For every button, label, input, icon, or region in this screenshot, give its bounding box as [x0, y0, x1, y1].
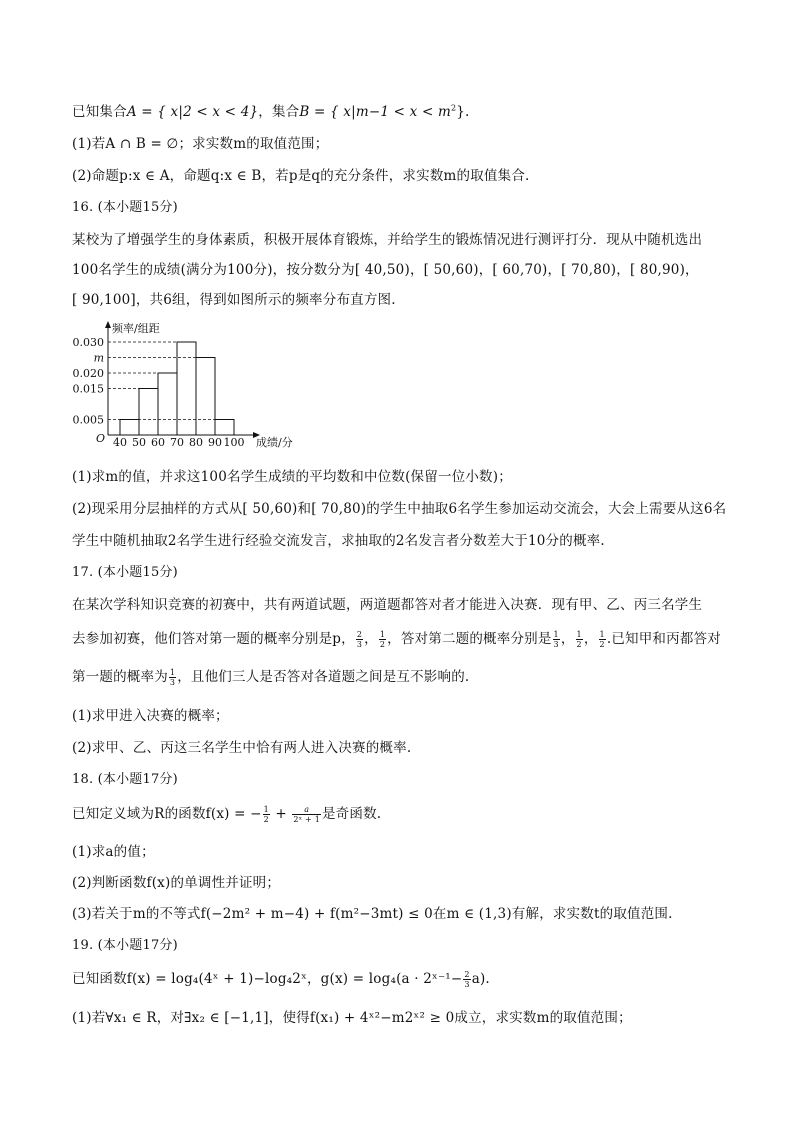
- q16-part2-line2: 学生中随机抽取2名学生进行经验交流发言，求抽取的2名发言者分数差大于10分的概率.: [72, 533, 605, 549]
- x-tick-label: 50: [132, 436, 146, 449]
- histogram-bar: [215, 420, 234, 436]
- q16-text-line1: 某校为了增强学生的身体素质，积极开展体育锻炼，并给学生的锻炼情况进行测评打分．现从中随机选出: [72, 232, 703, 248]
- y-tick-label: 0.020: [72, 367, 104, 380]
- y-axis-arrow: [105, 321, 111, 328]
- y-tick-label: 0.015: [72, 382, 104, 396]
- x-axis-title: 成绩/分: [256, 436, 293, 449]
- q15-statement: 已知集合A = { x|2 < x < 4}，集合B = { $x|m-1 < x < m^2$}.: [72, 103, 470, 120]
- fraction-a-over-2x-plus-1: $\frac{a}{\text{2ˣ + 1}}$: [293, 805, 320, 824]
- fraction-1-3: $\frac{1}{3}$: [169, 668, 176, 687]
- y-tick-label: m: [93, 351, 104, 365]
- fraction-1-2: $\frac{1}{2}$: [576, 630, 582, 649]
- q18-part2: (2)判断函数f(x)的单调性并证明；: [72, 875, 281, 891]
- x-tick-label: 40: [113, 436, 127, 449]
- histogram-bar: [120, 420, 139, 436]
- histogram-bar: [196, 358, 215, 436]
- q17-part1: (1)求甲进入决赛的概率；: [72, 708, 229, 724]
- q19-statement: 已知函数f(x) = log₄(4ˣ + 1)−log₄2ˣ，g(x) = log₄(a · 2ˣ⁻¹− $\frac{2}{3}$ a).: [72, 970, 490, 989]
- q18-part1: (1)求a的值；: [72, 844, 155, 860]
- q16-heading: 16. (本小题15分): [72, 200, 178, 215]
- histogram-bar: [139, 389, 158, 436]
- q19-part1: (1)若∀x₁ ∈ R，对∃x₂ ∈ [−1,1]，使得f(x₁) + 4ˣ²−m2ˣ² ≥ 0成立，求实数m的取值范围；: [72, 1010, 632, 1026]
- q16-text-line3: [ 90,100]，共6组，得到如图所示的频率分布直方图.: [72, 292, 396, 308]
- q19-heading: 19. (本小题17分): [72, 938, 178, 953]
- x-tick-label: 60: [151, 436, 165, 449]
- q16-text-line2: 100名学生的成绩(满分为100分)，按分数分为[ 40,50)，[ 50,60)，[ 60,70)，[ 70,80)，[ 80,90)，: [72, 262, 699, 278]
- q17-text-line1: 在某次学科知识竞赛的初赛中，共有两道试题，两道题都答对者才能进入决赛．现有甲、乙、丙三名学生: [72, 597, 703, 613]
- q18-part3: (3)若关于m的不等式f(−2m² + m−4) + f(m²−3mt) ≤ 0在m ∈ (1,3)有解，求实数t的取值范围.: [72, 906, 673, 922]
- origin-label: O: [96, 432, 106, 445]
- x-tick-label: 70: [170, 436, 184, 449]
- q15-part2: (2)命题p:x ∈ A，命题q:x ∈ B，若p是q的充分条件，求实数m的取值集合.: [72, 168, 530, 184]
- y-axis-title: 频率/组距: [112, 322, 160, 335]
- q17-part2: (2)求甲、乙、丙这三名学生中恰有两人进入决赛的概率.: [72, 740, 412, 756]
- q18-heading: 18. (本小题17分): [72, 772, 178, 787]
- fraction-1-3: $\frac{1}{3}$: [553, 630, 559, 649]
- x-tick-label: 100: [223, 436, 245, 449]
- q17-text-line3: 第一题的概率为 $\frac{1}{3}$ ，且他们三人是否答对各道题之间是互不影响的.: [72, 668, 470, 687]
- frequency-histogram: [70, 318, 320, 454]
- y-tick-label: 0.030: [72, 336, 104, 349]
- y-tick-label: 0.005: [72, 413, 104, 427]
- x-tick-label: 80: [189, 436, 203, 449]
- x-tick-label: 90: [208, 436, 222, 449]
- fraction-1-2: $\frac{1}{2}$: [379, 630, 386, 649]
- q18-statement: 已知定义域为R的函数f(x) = − $\frac{1}{2}$ + $\frac{a}{\text{2ˣ + 1}}$ 是奇函数.: [72, 805, 382, 824]
- histogram-bar: [158, 373, 177, 435]
- fraction-1-2: $\frac{1}{2}$: [599, 630, 605, 649]
- q17-text-line2: 去参加初赛，他们答对第一题的概率分别是p， $\frac{2}{3}$ ， $\frac{1}{2}$ ，答对第二题的概率分别是 $\frac{1}{3}$ ， $\frac{1}{2}$ ， $\frac{1}{2}$ .已知甲和丙都答对: [72, 630, 721, 649]
- fraction-2-3: $\frac{2}{3}$: [464, 970, 470, 989]
- q16-part1: (1)求m的值，并求这100名学生成绩的平均数和中位数(保留一位小数)；: [72, 469, 512, 485]
- q15-part1: (1)若A ∩ B = ∅；求实数m的取值范围；: [72, 136, 329, 152]
- fraction-1-2: $\frac{1}{2}$: [263, 805, 269, 824]
- fraction-2-3: $\frac{2}{3}$: [356, 630, 363, 649]
- histogram-bar: [177, 342, 196, 435]
- q16-part2-line1: (2)现采用分层抽样的方式从[ 50,60)和[ 70,80)的学生中抽取6名学生参加运动交流会，大会上需要从这6名: [72, 501, 727, 517]
- q17-heading: 17. (本小题15分): [72, 565, 178, 580]
